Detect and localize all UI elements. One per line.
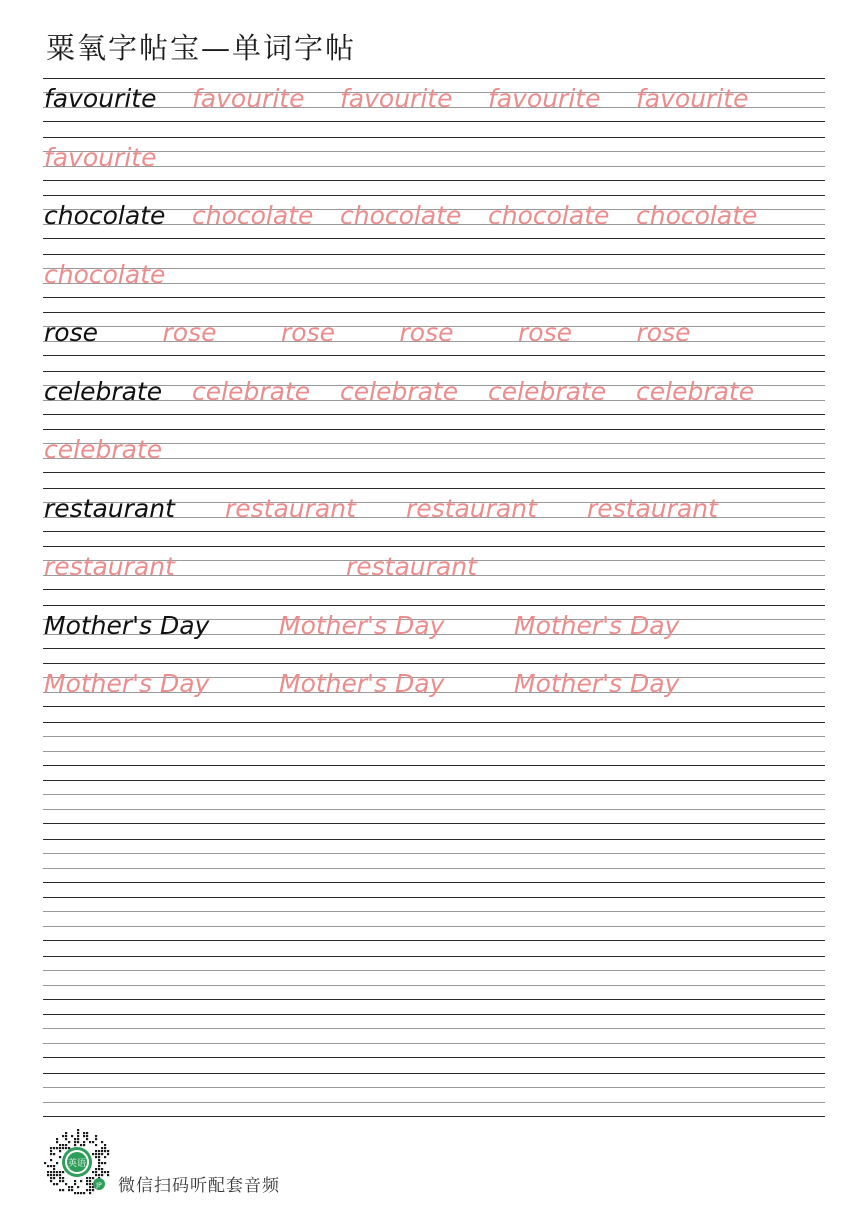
guide-line bbox=[43, 736, 825, 737]
writing-band bbox=[43, 371, 825, 415]
model-word: celebrate bbox=[44, 376, 163, 406]
guide-line bbox=[43, 589, 825, 590]
qr-module bbox=[56, 1174, 58, 1176]
guide-line bbox=[43, 648, 825, 649]
trace-word: favourite bbox=[636, 84, 749, 113]
guide-line bbox=[43, 1073, 825, 1074]
qr-module bbox=[50, 1174, 52, 1176]
qr-module bbox=[98, 1162, 100, 1164]
guide-line bbox=[43, 839, 825, 840]
qr-module bbox=[68, 1186, 70, 1188]
qr-badge-label: 英语 bbox=[67, 1159, 87, 1169]
qr-module bbox=[62, 1189, 64, 1191]
practice-sheet bbox=[43, 78, 825, 1115]
qr-module bbox=[98, 1153, 100, 1155]
trace-word: celebrate bbox=[636, 376, 755, 406]
qr-module bbox=[65, 1135, 67, 1137]
qr-module bbox=[83, 1144, 85, 1146]
model-word: chocolate bbox=[44, 201, 166, 230]
guide-line bbox=[43, 897, 825, 898]
trace-word: rose bbox=[399, 318, 454, 347]
model-word: restaurant bbox=[44, 493, 175, 523]
qr-module bbox=[59, 1189, 61, 1191]
qr-module bbox=[104, 1156, 106, 1158]
qr-module bbox=[62, 1147, 64, 1149]
qr-module bbox=[53, 1174, 55, 1176]
qr-module bbox=[65, 1138, 67, 1140]
qr-module bbox=[101, 1171, 103, 1173]
guide-line bbox=[43, 121, 825, 122]
qr-module bbox=[44, 1162, 46, 1164]
qr-module bbox=[56, 1147, 58, 1149]
trace-word: chocolate bbox=[340, 201, 462, 230]
guide-line bbox=[43, 751, 825, 752]
qr-module bbox=[89, 1192, 91, 1194]
qr-module bbox=[59, 1150, 61, 1152]
qr-module bbox=[98, 1150, 100, 1152]
writing-band bbox=[43, 839, 825, 883]
qr-module bbox=[95, 1156, 97, 1158]
qr-module bbox=[92, 1171, 94, 1173]
qr-module bbox=[59, 1144, 61, 1146]
qr-module bbox=[50, 1153, 52, 1155]
guide-line bbox=[43, 546, 825, 547]
guide-line bbox=[43, 985, 825, 986]
trace-word: celebrate bbox=[44, 435, 163, 464]
trace-word: favourite bbox=[44, 142, 157, 172]
qr-module bbox=[95, 1135, 97, 1137]
qr-module bbox=[107, 1174, 109, 1176]
qr-module bbox=[77, 1186, 79, 1188]
qr-module bbox=[86, 1132, 88, 1134]
writing-band bbox=[43, 488, 825, 532]
qr-module bbox=[86, 1180, 88, 1182]
guide-line bbox=[43, 882, 825, 883]
qr-module bbox=[89, 1183, 91, 1185]
qr-module bbox=[47, 1165, 49, 1167]
guide-line bbox=[43, 926, 825, 927]
guide-line bbox=[43, 956, 825, 957]
guide-line bbox=[43, 472, 825, 473]
qr-module bbox=[50, 1150, 52, 1152]
qr-module bbox=[74, 1192, 76, 1194]
qr-module bbox=[80, 1192, 82, 1194]
qr-module bbox=[62, 1135, 64, 1137]
qr-module bbox=[47, 1171, 49, 1173]
guide-line bbox=[43, 868, 825, 869]
trace-word: restaurant bbox=[225, 493, 356, 523]
guide-line bbox=[43, 823, 825, 824]
trace-word: restaurant bbox=[44, 552, 175, 581]
qr-module bbox=[98, 1159, 100, 1161]
qr-module bbox=[71, 1135, 73, 1137]
qr-module bbox=[86, 1189, 88, 1191]
trace-word: Mother's Day bbox=[514, 669, 680, 698]
guide-line bbox=[43, 1102, 825, 1103]
trace-word: celebrate bbox=[340, 376, 459, 406]
qr-module bbox=[104, 1171, 106, 1173]
qr-module bbox=[104, 1162, 106, 1164]
guide-line bbox=[43, 254, 825, 255]
writing-band bbox=[43, 195, 825, 239]
writing-band bbox=[43, 254, 825, 298]
qr-module bbox=[86, 1177, 88, 1179]
qr-module bbox=[86, 1135, 88, 1137]
qr-module bbox=[74, 1180, 76, 1182]
trace-word: Mother's Day bbox=[279, 610, 445, 640]
guide-line bbox=[43, 1087, 825, 1088]
qr-module bbox=[68, 1141, 70, 1143]
trace-word: rose bbox=[162, 318, 217, 347]
qr-module bbox=[68, 1189, 70, 1191]
qr-module bbox=[104, 1147, 106, 1149]
qr-module bbox=[83, 1192, 85, 1194]
guide-line bbox=[43, 1057, 825, 1058]
guide-line bbox=[43, 999, 825, 1000]
writing-band bbox=[43, 312, 825, 356]
guide-line bbox=[43, 297, 825, 298]
qr-module bbox=[95, 1138, 97, 1140]
qr-module bbox=[59, 1177, 61, 1179]
trace-word: restaurant bbox=[346, 552, 477, 581]
qr-module bbox=[98, 1174, 100, 1176]
qr-module bbox=[77, 1135, 79, 1137]
qr-module bbox=[95, 1144, 97, 1146]
guide-line bbox=[43, 663, 825, 664]
writing-band bbox=[43, 780, 825, 824]
guide-line bbox=[43, 355, 825, 356]
qr-module bbox=[74, 1138, 76, 1140]
audio-footer bbox=[42, 1127, 362, 1199]
guide-line bbox=[43, 940, 825, 941]
writing-band bbox=[43, 956, 825, 1000]
qr-module bbox=[101, 1153, 103, 1155]
qr-module bbox=[101, 1162, 103, 1164]
writing-band bbox=[43, 429, 825, 473]
qr-module bbox=[59, 1147, 61, 1149]
trace-word: favourite bbox=[488, 84, 601, 113]
qr-module bbox=[89, 1180, 91, 1182]
qr-module bbox=[107, 1171, 109, 1173]
guide-line bbox=[43, 780, 825, 781]
qr-module bbox=[56, 1138, 58, 1140]
qr-module bbox=[71, 1189, 73, 1191]
qr-module bbox=[56, 1171, 58, 1173]
trace-word: restaurant bbox=[406, 493, 537, 523]
qr-code-icon[interactable] bbox=[42, 1127, 112, 1197]
trace-word: rose bbox=[636, 318, 691, 347]
qr-module bbox=[77, 1129, 79, 1131]
guide-line bbox=[43, 1014, 825, 1015]
qr-module bbox=[50, 1165, 52, 1167]
qr-module bbox=[95, 1153, 97, 1155]
qr-module bbox=[50, 1147, 52, 1149]
model-word: Mother's Day bbox=[44, 610, 210, 640]
qr-module bbox=[101, 1150, 103, 1152]
qr-module bbox=[53, 1165, 55, 1167]
qr-module bbox=[62, 1144, 64, 1146]
qr-module bbox=[62, 1177, 64, 1179]
qr-module bbox=[89, 1189, 91, 1191]
qr-module bbox=[56, 1141, 58, 1143]
guide-line bbox=[43, 180, 825, 181]
qr-module bbox=[50, 1177, 52, 1179]
qr-module bbox=[101, 1147, 103, 1149]
guide-line bbox=[43, 78, 825, 79]
guide-line bbox=[43, 531, 825, 532]
qr-corner-label: JP bbox=[96, 1182, 102, 1189]
qr-module bbox=[92, 1189, 94, 1191]
writing-band bbox=[43, 897, 825, 941]
guide-line bbox=[43, 911, 825, 912]
model-word: rose bbox=[44, 318, 98, 347]
qr-module bbox=[50, 1180, 52, 1182]
qr-module bbox=[59, 1171, 61, 1173]
qr-module bbox=[104, 1144, 106, 1146]
qr-module bbox=[50, 1159, 52, 1161]
qr-module bbox=[80, 1180, 82, 1182]
qr-module bbox=[62, 1171, 64, 1173]
trace-word: favourite bbox=[340, 84, 453, 113]
qr-module bbox=[101, 1168, 103, 1170]
qr-module bbox=[98, 1165, 100, 1167]
qr-module bbox=[92, 1153, 94, 1155]
qr-module bbox=[56, 1183, 58, 1185]
qr-module bbox=[65, 1132, 67, 1134]
trace-word: restaurant bbox=[587, 493, 718, 523]
trace-word: Mother's Day bbox=[514, 610, 680, 640]
guide-line bbox=[43, 166, 825, 167]
trace-word: rose bbox=[518, 318, 572, 347]
guide-line bbox=[43, 429, 825, 430]
qr-module bbox=[65, 1144, 67, 1146]
guide-line bbox=[43, 488, 825, 489]
qr-module bbox=[92, 1177, 94, 1179]
guide-line bbox=[43, 605, 825, 606]
writing-band bbox=[43, 137, 825, 181]
guide-line bbox=[43, 809, 825, 810]
guide-line bbox=[43, 970, 825, 971]
guide-line bbox=[43, 1043, 825, 1044]
guide-line bbox=[43, 371, 825, 372]
qr-module bbox=[101, 1174, 103, 1176]
trace-word: celebrate bbox=[488, 376, 607, 406]
trace-word: Mother's Day bbox=[279, 669, 445, 698]
qr-module bbox=[53, 1177, 55, 1179]
qr-module bbox=[56, 1162, 58, 1164]
qr-module bbox=[53, 1183, 55, 1185]
guide-line bbox=[43, 765, 825, 766]
writing-band bbox=[43, 1073, 825, 1117]
trace-word: Mother's Day bbox=[44, 669, 210, 698]
writing-band bbox=[43, 78, 825, 122]
qr-module bbox=[95, 1174, 97, 1176]
qr-module bbox=[95, 1168, 97, 1170]
qr-module bbox=[50, 1171, 52, 1173]
trace-word: chocolate bbox=[192, 201, 314, 230]
qr-module bbox=[77, 1141, 79, 1143]
qr-module bbox=[98, 1168, 100, 1170]
writing-band bbox=[43, 663, 825, 707]
qr-module bbox=[83, 1132, 85, 1134]
qr-module bbox=[59, 1174, 61, 1176]
qr-module bbox=[83, 1141, 85, 1143]
qr-module bbox=[62, 1180, 64, 1182]
qr-module bbox=[104, 1150, 106, 1152]
guide-line bbox=[43, 706, 825, 707]
qr-module bbox=[74, 1141, 76, 1143]
qr-module bbox=[80, 1144, 82, 1146]
qr-module bbox=[89, 1177, 91, 1179]
guide-line bbox=[43, 853, 825, 854]
trace-word: chocolate bbox=[488, 201, 610, 230]
trace-word: favourite bbox=[192, 84, 305, 113]
guide-line bbox=[43, 137, 825, 138]
qr-module bbox=[89, 1141, 91, 1143]
guide-line bbox=[43, 794, 825, 795]
qr-module bbox=[59, 1180, 61, 1182]
qr-module bbox=[77, 1192, 79, 1194]
qr-module bbox=[83, 1135, 85, 1137]
qr-module bbox=[95, 1171, 97, 1173]
qr-module bbox=[107, 1150, 109, 1152]
qr-module bbox=[98, 1156, 100, 1158]
trace-word: rose bbox=[281, 318, 335, 347]
qr-module bbox=[77, 1138, 79, 1140]
trace-word: celebrate bbox=[192, 376, 311, 406]
writing-band bbox=[43, 722, 825, 766]
qr-module bbox=[59, 1156, 61, 1158]
guide-line bbox=[43, 195, 825, 196]
qr-module bbox=[47, 1174, 49, 1176]
qr-module bbox=[53, 1153, 55, 1155]
qr-module bbox=[101, 1141, 103, 1143]
qr-module bbox=[53, 1147, 55, 1149]
trace-word: chocolate bbox=[636, 201, 758, 230]
qr-module bbox=[107, 1153, 109, 1155]
qr-module bbox=[74, 1183, 76, 1185]
qr-module bbox=[71, 1186, 73, 1188]
qr-module bbox=[65, 1183, 67, 1185]
writing-band bbox=[43, 546, 825, 590]
guide-line bbox=[43, 1028, 825, 1029]
qr-module bbox=[86, 1183, 88, 1185]
qr-module bbox=[92, 1141, 94, 1143]
guide-line bbox=[43, 151, 825, 152]
qr-module bbox=[53, 1171, 55, 1173]
page-title: 粟氧字帖宝—单词字帖 bbox=[46, 31, 357, 65]
qr-module bbox=[74, 1144, 76, 1146]
trace-word: chocolate bbox=[44, 259, 166, 289]
guide-line bbox=[43, 1116, 825, 1117]
qr-module bbox=[86, 1138, 88, 1140]
writing-band bbox=[43, 1014, 825, 1058]
guide-line bbox=[43, 414, 825, 415]
writing-band bbox=[43, 605, 825, 649]
model-word: favourite bbox=[44, 84, 157, 113]
qr-module bbox=[89, 1186, 91, 1188]
guide-line bbox=[43, 722, 825, 723]
guide-line bbox=[43, 238, 825, 239]
qr-module bbox=[77, 1132, 79, 1134]
audio-caption: 微信扫码听配套音频 bbox=[118, 1176, 280, 1196]
qr-module bbox=[65, 1147, 67, 1149]
qr-module bbox=[95, 1150, 97, 1152]
qr-module bbox=[53, 1168, 55, 1170]
guide-line bbox=[43, 312, 825, 313]
